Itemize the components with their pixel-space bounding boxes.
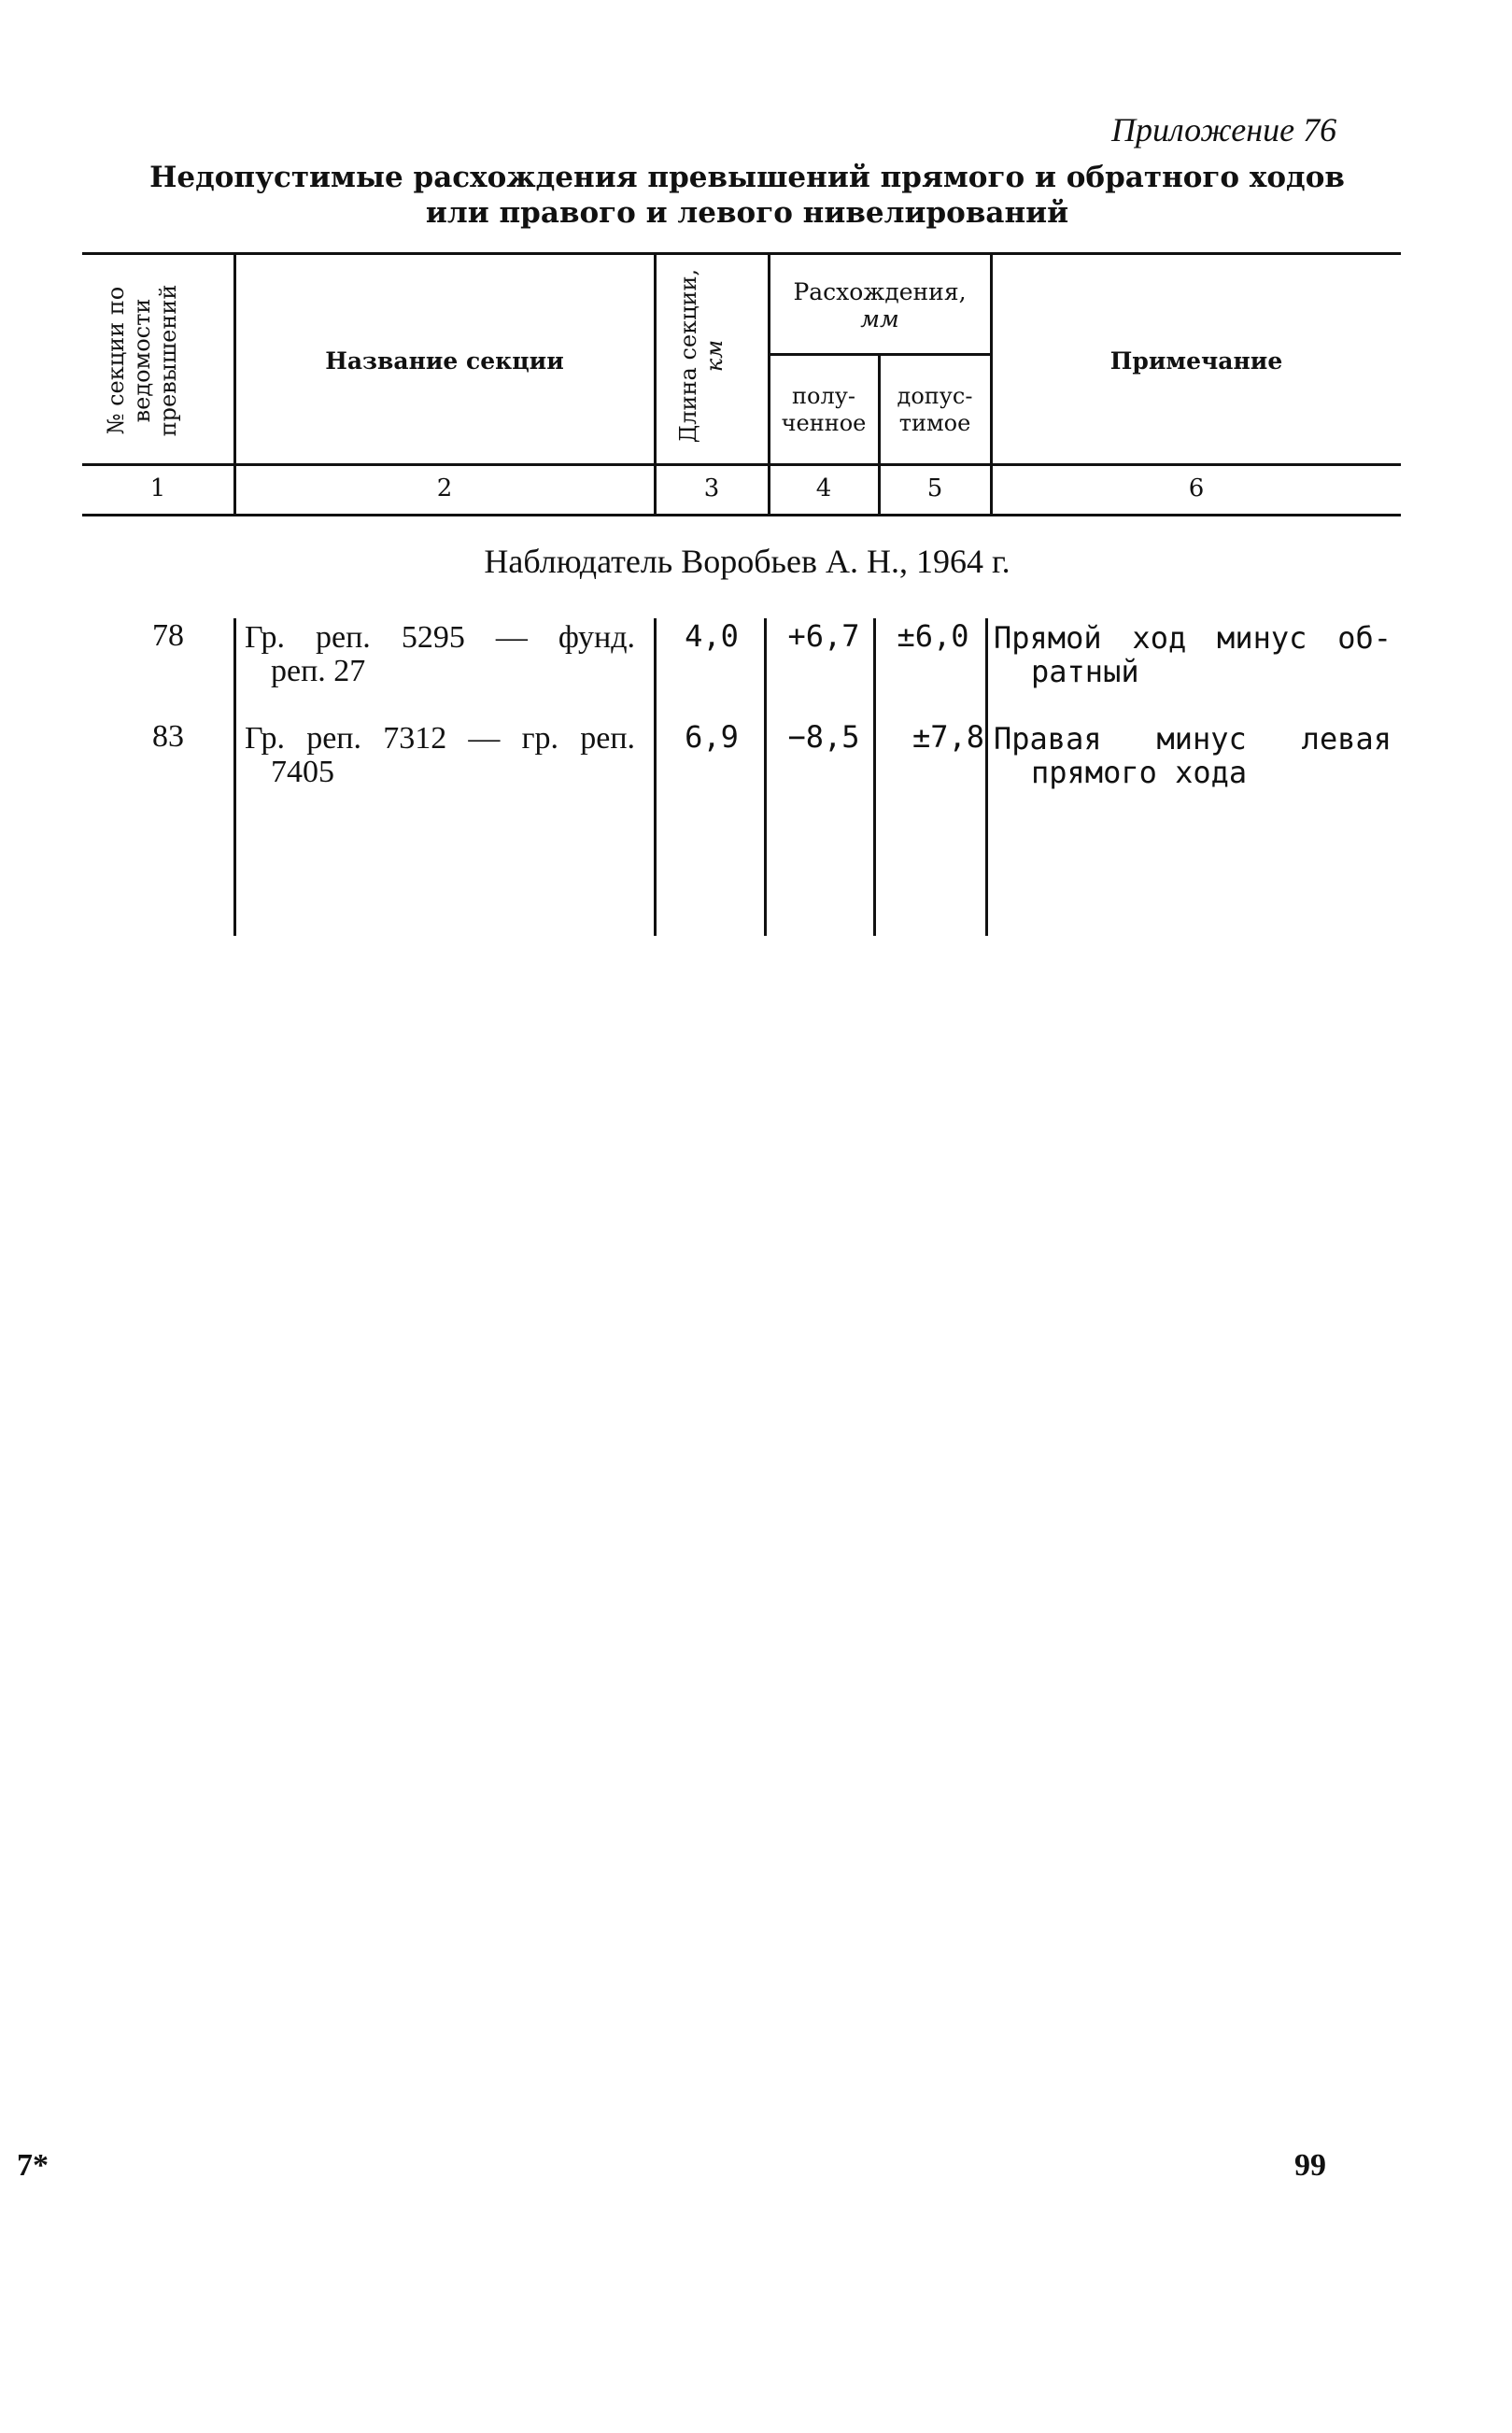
row-note: Правая минус левая xyxy=(994,721,1392,757)
row-note-cont: ратный xyxy=(1031,654,1139,689)
column-number: 3 xyxy=(703,474,720,502)
column-divider xyxy=(764,618,767,936)
table-title-line1: Недопустимые расхождения превышений прямого и обратного ходов xyxy=(149,161,1345,194)
row-allowed: ±6,0 xyxy=(897,618,969,654)
header-col-length xyxy=(675,258,728,454)
column-number: 1 xyxy=(149,474,166,502)
row-number: 83 xyxy=(152,719,184,754)
header-text: ведомости xyxy=(129,298,155,423)
header-text: ченное xyxy=(781,410,867,436)
row-length: 4,0 xyxy=(685,618,739,654)
header-col-section-number xyxy=(103,267,181,454)
row-section-name-cont: реп. 27 xyxy=(271,654,366,688)
row-section-name-cont: 7405 xyxy=(271,755,334,789)
name-part: Гр. xyxy=(245,721,286,756)
header-group-discrepancies xyxy=(770,278,990,332)
column-number: 6 xyxy=(1188,474,1205,502)
column-number: 5 xyxy=(926,474,943,502)
column-divider xyxy=(985,618,988,936)
name-part: Гр. xyxy=(245,620,286,655)
row-received: −8,5 xyxy=(787,719,860,755)
column-number: 4 xyxy=(815,474,832,502)
column-number: 2 xyxy=(436,474,453,502)
name-part: реп. xyxy=(306,721,362,756)
row-length: 6,9 xyxy=(685,719,739,755)
header-text: № секции по xyxy=(103,286,129,435)
row-note: Прямой ход минус об- xyxy=(994,620,1392,656)
row-allowed: ±7,8 xyxy=(911,719,984,755)
row-number: 78 xyxy=(152,618,184,653)
header-text: превышений xyxy=(155,284,181,437)
name-part: 5295 — фунд. xyxy=(401,620,635,655)
header-text: мм xyxy=(860,305,899,332)
footer-signature-mark: 7* xyxy=(17,2148,49,2183)
header-text: Длина секции, xyxy=(675,268,701,444)
row-received: +6,7 xyxy=(787,618,860,654)
observer-line: Наблюдатель Воробьев А. Н., 1964 г. xyxy=(484,543,1010,580)
row-section-name xyxy=(245,721,635,757)
header-text: Расхождения, xyxy=(793,278,967,305)
header-text: допус- xyxy=(897,383,973,409)
header-col-note: Примечание xyxy=(1109,347,1283,375)
column-divider xyxy=(654,618,657,936)
table-top-rule xyxy=(82,252,1401,255)
column-divider xyxy=(233,618,236,936)
header-text: км xyxy=(701,339,728,373)
header-text: полу- xyxy=(792,383,855,409)
header-bottom-rule xyxy=(82,463,1401,466)
header-col-allowed xyxy=(880,383,990,437)
number-row-rule xyxy=(82,514,1401,516)
row-note-cont: прямого хода xyxy=(1031,755,1248,790)
name-part: реп. xyxy=(316,620,371,655)
header-col-received xyxy=(770,383,878,437)
header-text: тимое xyxy=(898,410,971,436)
name-part: 7312 — гр. реп. xyxy=(383,721,636,756)
row-section-name xyxy=(245,620,635,656)
header-col-section-name: Название секции xyxy=(325,347,564,375)
column-divider xyxy=(873,618,876,936)
appendix-label: Приложение 76 xyxy=(1111,111,1337,149)
table-title-line2: или правого и левого нивелирований xyxy=(425,196,1069,230)
page-number: 99 xyxy=(1294,2148,1326,2183)
